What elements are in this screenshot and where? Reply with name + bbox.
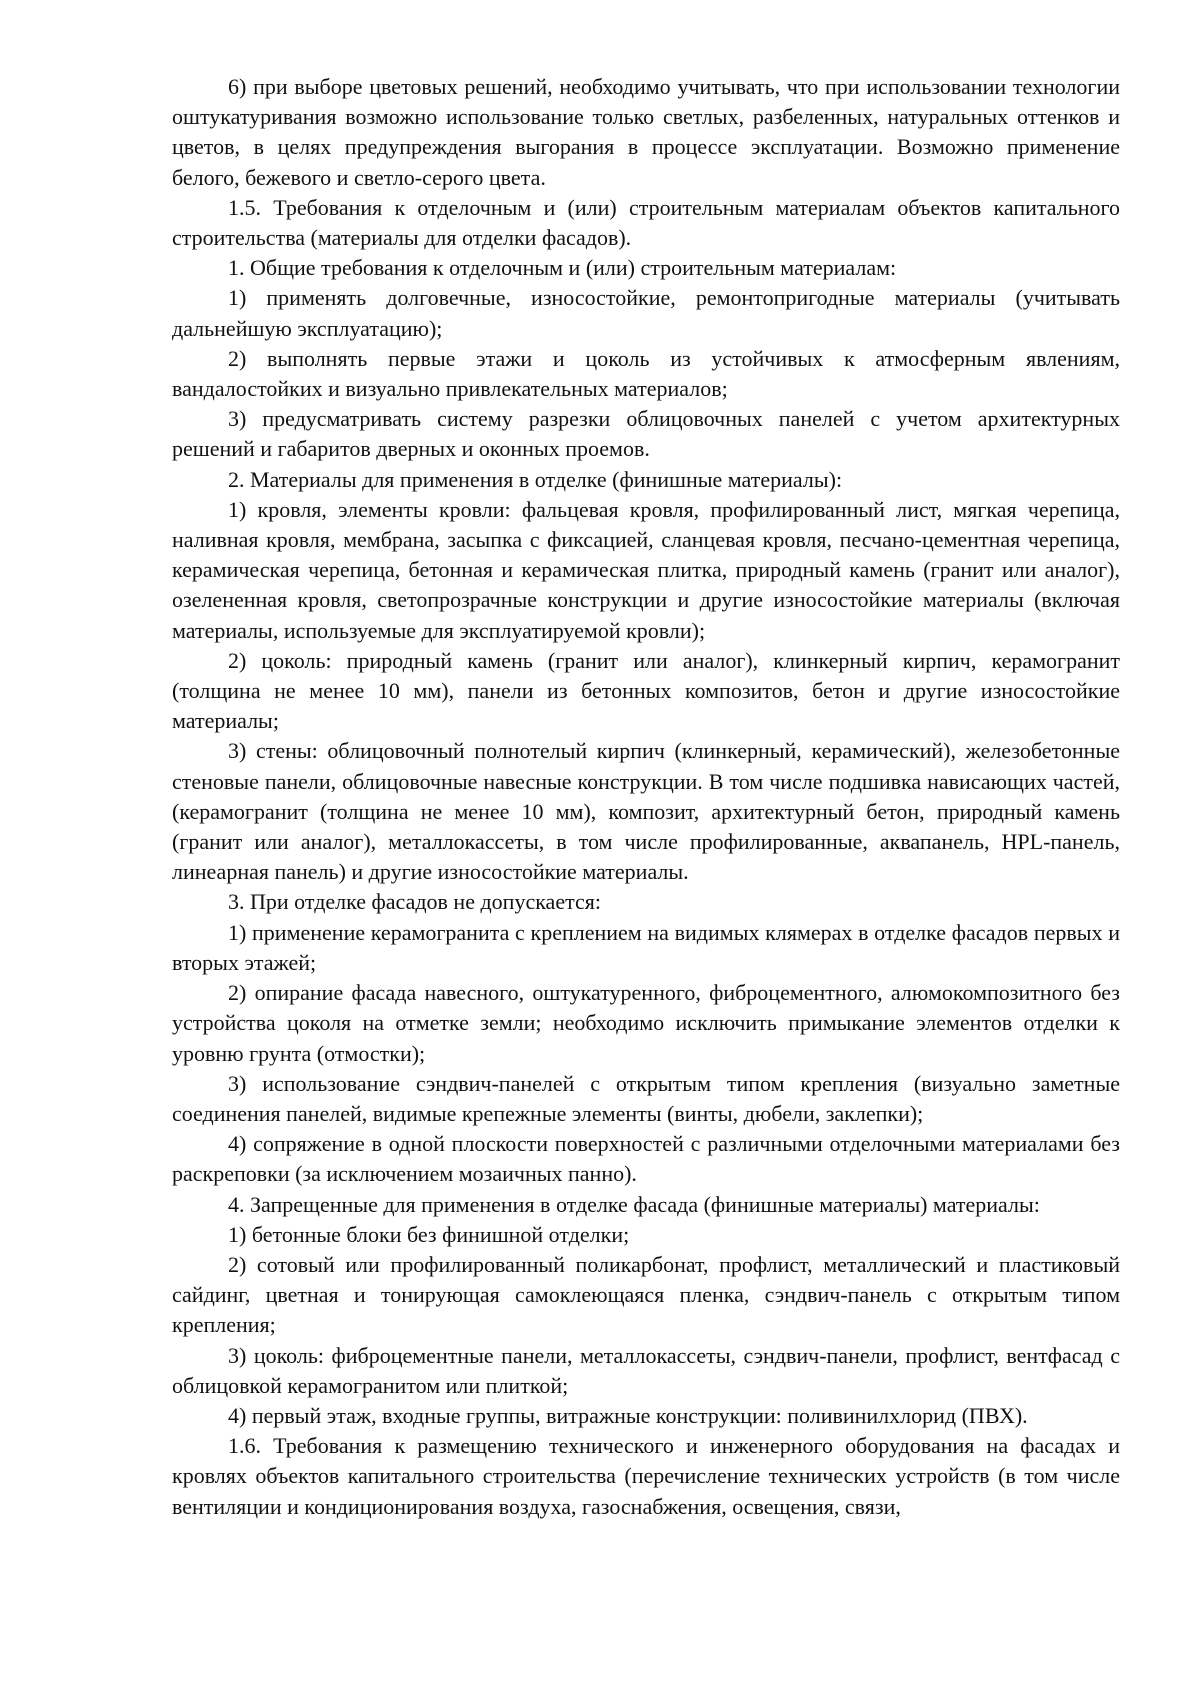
paragraph-not-allowed: 3. При отделке фасадов не допускается: xyxy=(228,889,601,915)
paragraph-general-item-3: 3) предусматривать систему разрезки облицовочных панелей с учетом архитектурных решений и габаритов дверных и оконных проемов. xyxy=(172,406,1120,462)
paragraph-finish-item-walls: 3) стены: облицовочный полнотелый кирпич (клинкерный, керамический), железобетонные стеновые панели, облицовочные навесные конструкции. В том числе подшивка нависающих частей, (керамогранит (толщина не менее 10 мм), композит, архитектурный бетон, природный камень (гранит или аналог), металлокассеты, в том числе профилированные, аквапанель, HPL-панель, линеарная панель) и другие износостойкие материалы. xyxy=(172,738,1120,885)
paragraph-section-1-5-heading: 1.5. Требования к отделочным и (или) строительным материалам объектов капитального строительства (материалы для отделки фасадов). xyxy=(172,194,1120,251)
paragraph-forbidden-item-3: 3) цоколь: фиброцементные панели, металлокассеты, сэндвич-панели, профлист, вентфасад с облицовкой керамогранитом или плиткой; xyxy=(172,1342,1120,1398)
paragraph-finish-item-plinth: 2) цоколь: природный камень (гранит или аналог), клинкерный кирпич, керамогранит (толщина не менее 10 мм), панели из бетонных композитов, бетон и другие износостойкие материалы; xyxy=(172,647,1120,734)
paragraph-not-allowed-item-2: 2) опирание фасада навесного, оштукатуренного, фиброцементного, алюмокомпозитного без устройства цоколя на отметке земли; необходимо исключить примыкание элементов отделки к уровню грунта (отмостки); xyxy=(172,980,1120,1066)
paragraph-general-item-1: 1) применять долговечные, износостойкие, ремонтопригодные материалы (учитывать дальнейшую эксплуатацию); xyxy=(172,285,1120,341)
document-page xyxy=(172,72,1120,1522)
paragraph-not-allowed-item-4: 4) сопряжение в одной плоскости поверхностей с различными отделочными материалами без раскреповки (за исключением мозаичных панно). xyxy=(172,1131,1120,1187)
paragraph-not-allowed-item-3: 3) использование сэндвич-панелей с открытым типом крепления (визуально заметные соединения панелей, видимые крепежные элементы (винты, дюбели, заклепки); xyxy=(172,1070,1120,1126)
paragraph-forbidden-materials: 4. Запрещенные для применения в отделке фасада (финишные материалы) материалы: xyxy=(228,1191,1040,1217)
paragraph-forbidden-item-2: 2) сотовый или профилированный поликарбонат, профлист, металлический и пластиковый сайдинг, цветная и тонирующая самоклеющаяся пленка, сэндвич-панель с открытым типом крепления; xyxy=(172,1251,1120,1338)
paragraph-forbidden-item-1: 1) бетонные блоки без финишной отделки; xyxy=(228,1221,630,1247)
paragraph-general-requirements: 1. Общие требования к отделочным и (или) строительным материалам: xyxy=(228,255,897,281)
paragraph-color-solutions: 6) при выборе цветовых решений, необходимо учитывать, что при использовании технологии оштукатуривания возможно использование только светлых, разбеленных, натуральных оттенков и цветов, в целях предупреждения выгорания в процессе эксплуатации. Возможно применение белого, бежевого и светло-серого цвета. xyxy=(172,74,1120,190)
paragraph-finish-item-roof: 1) кровля, элементы кровли: фальцевая кровля, профилированный лист, мягкая черепица, наливная кровля, мембрана, засыпка с фиксацией, сланцевая кровля, песчано-цементная черепица, керамическая черепица, бетонная и керамическая плитка, природный камень (гранит или аналог), озелененная кровля, светопрозрачные конструкции и другие износостойкие материалы (включая материалы, используемые для эксплуатируемой кровли); xyxy=(172,496,1120,643)
paragraph-finish-materials: 2. Материалы для применения в отделке (финишные материалы): xyxy=(228,466,843,492)
paragraph-section-1-6-heading: 1.6. Требования к размещению технического и инженерного оборудования на фасадах и кровлях объектов капитального строительства (перечисление технических устройств (в том числе вентиляции и кондиционирования воздуха, газоснабжения, освещения, связи, xyxy=(172,1433,1120,1519)
paragraph-forbidden-item-4: 4) первый этаж, входные группы, витражные конструкции: поливинилхлорид (ПВХ). xyxy=(228,1402,1028,1428)
paragraph-general-item-2: 2) выполнять первые этажи и цоколь из устойчивых к атмосферным явлениям, вандалостойких и визуально привлекательных материалов; xyxy=(172,345,1120,402)
paragraph-not-allowed-item-1: 1) применение керамогранита с креплением на видимых клямерах в отделке фасадов первых и вторых этажей; xyxy=(172,919,1120,975)
